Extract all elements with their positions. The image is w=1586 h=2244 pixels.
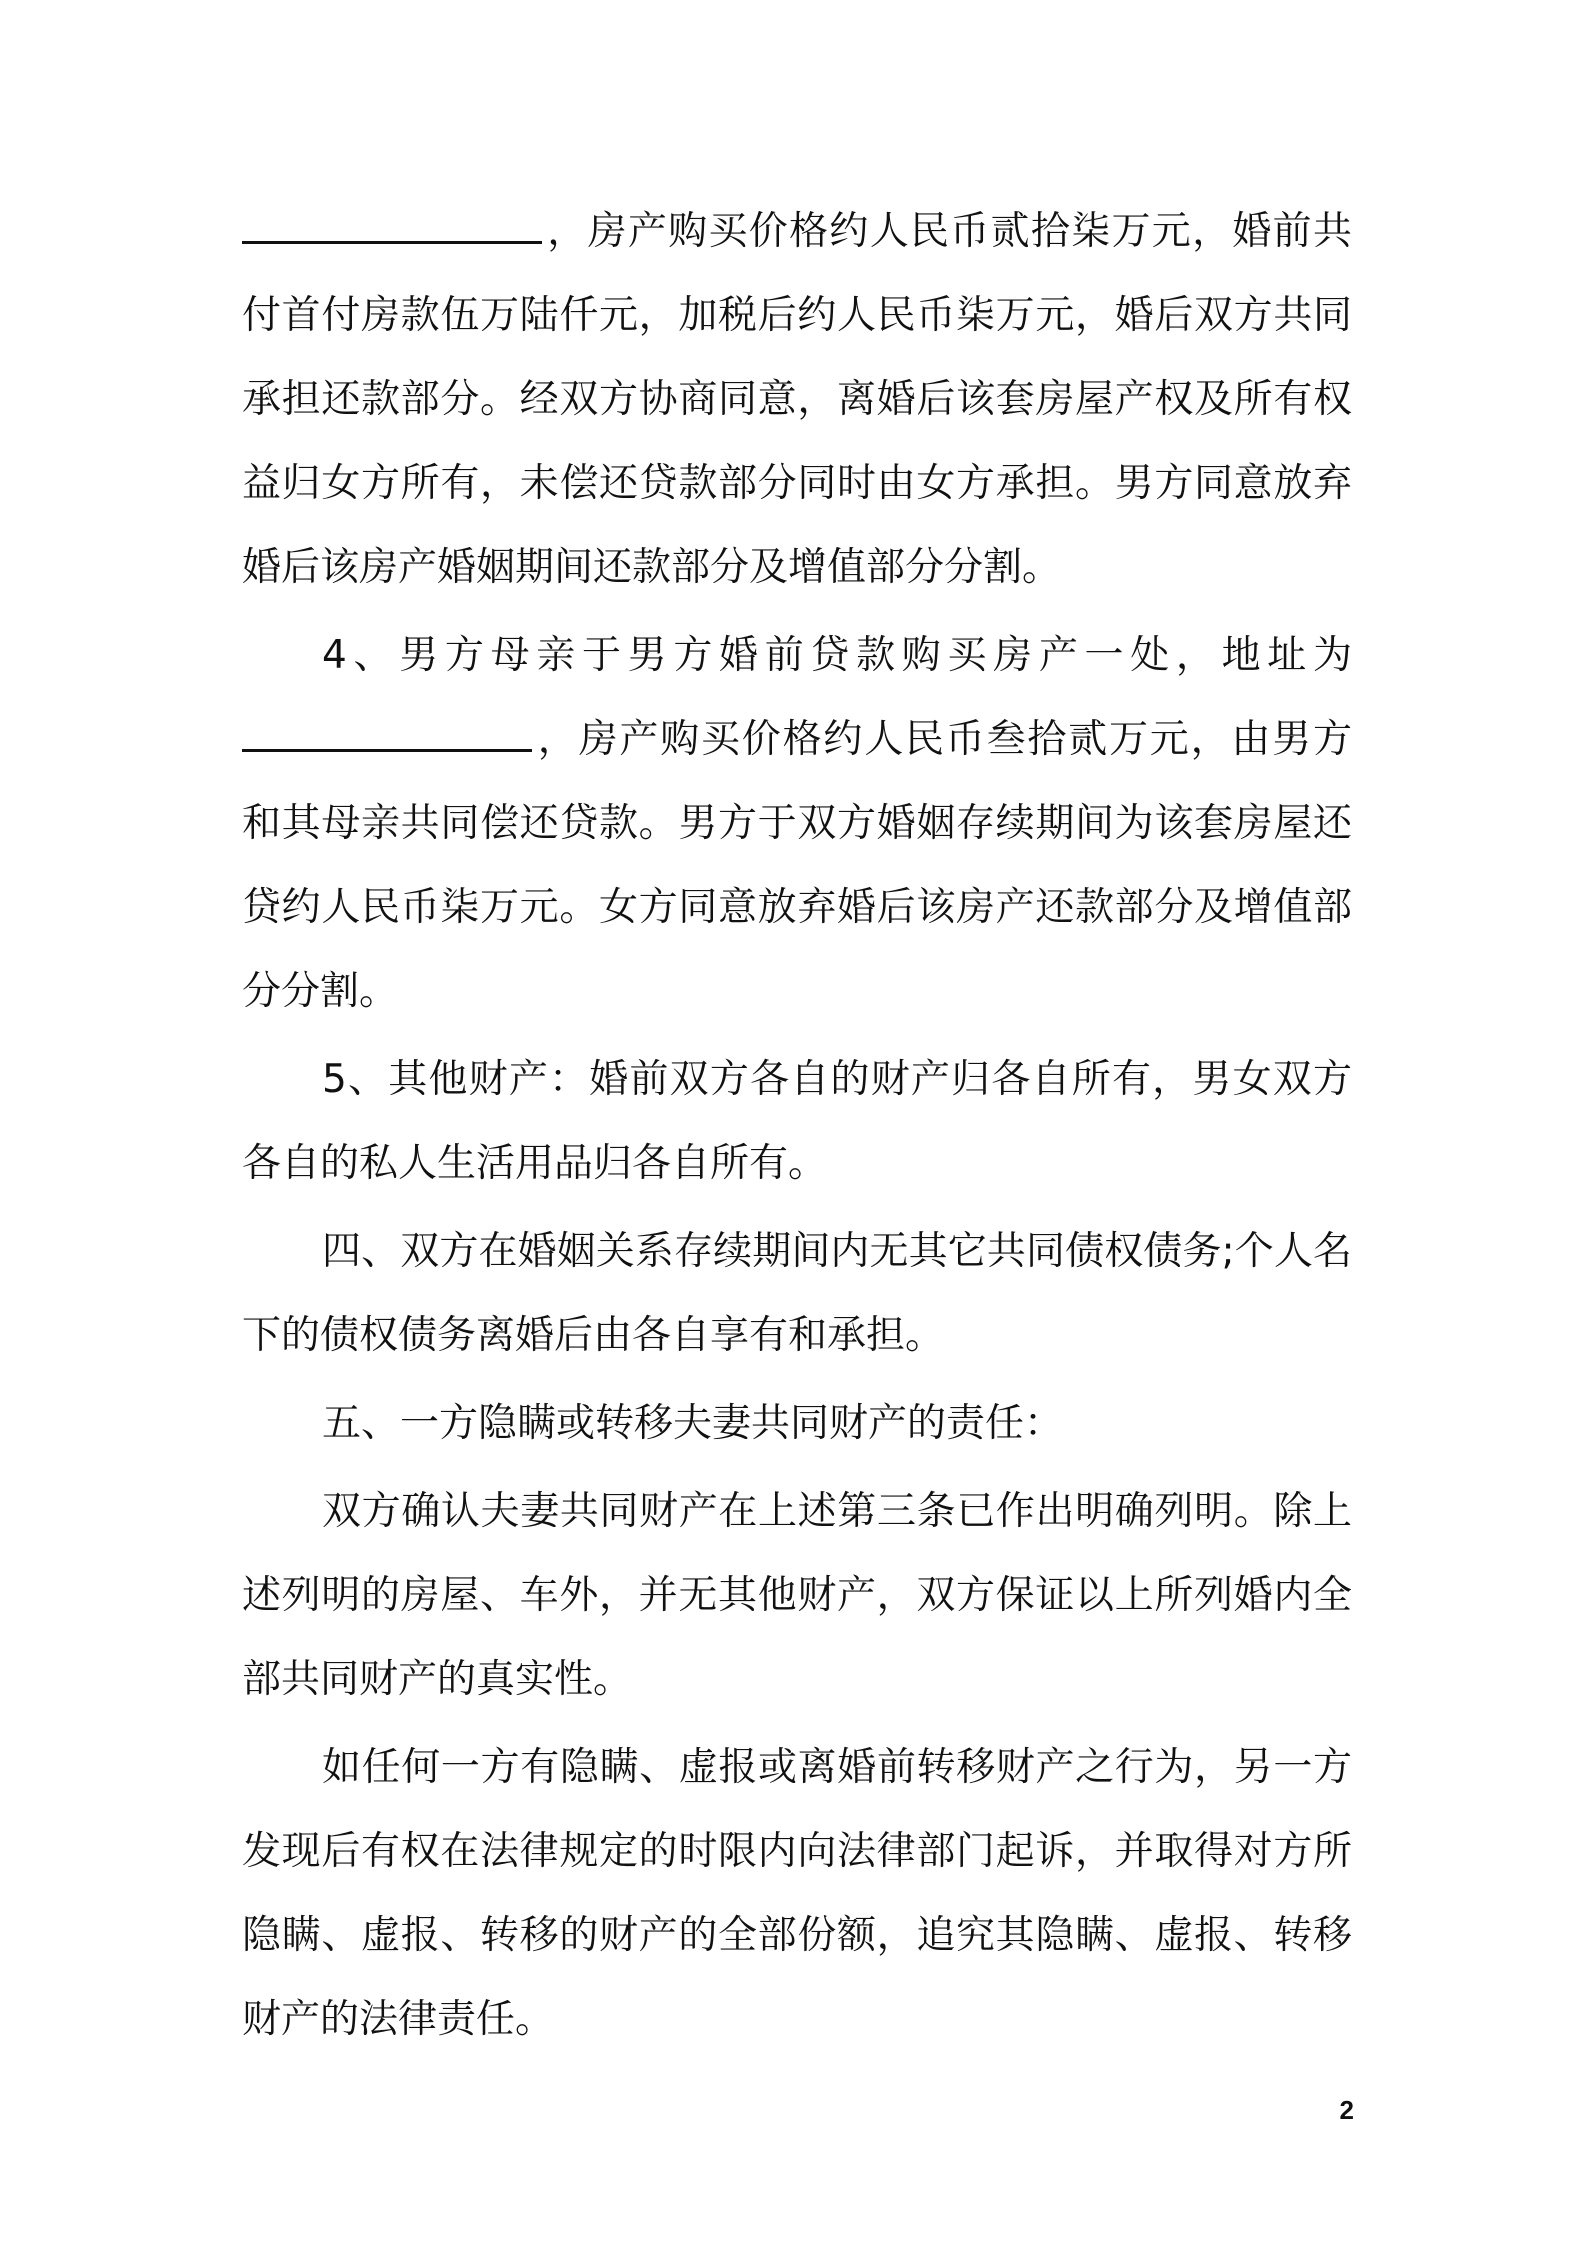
paragraph-text: 如任何一方有隐瞒、虚报或离婚前转移财产之行为，另一方发现后有权在法律规定的时限内向法律部门起诉，并取得对方所隐瞒、虚报、转移的财产的全部份额，追究其隐瞒、虚报、转移财产的法律责任。 — [242, 1745, 1352, 2042]
paragraph-text: 双方确认夫妻共同财产在上述第三条已作出明确列明。除上述列明的房屋、车外，并无其他财产，双方保证以上所列婚内全部共同财产的真实性。 — [242, 1489, 1352, 1702]
paragraph-text: 五、一方隐瞒或转移夫妻共同财产的责任： — [322, 1401, 1064, 1446]
paragraph-section-5-a — [242, 1470, 1352, 1722]
fill-in-blank — [242, 211, 542, 244]
page-number: 2 — [1339, 2095, 1354, 2125]
section-5-heading — [242, 1382, 1352, 1466]
fill-in-blank — [242, 719, 532, 752]
paragraph-section-4 — [242, 1210, 1352, 1378]
paragraph-text: 5、其他财产：婚前双方各自的财产归各自所有，男女双方各自的私人生活用品归各自所有。 — [242, 1057, 1352, 1186]
document-body — [242, 190, 1352, 2062]
paragraph-text: 4、男方母亲于男方婚前贷款购买房产一处，地址为 — [322, 633, 1352, 678]
paragraph-section-5-b — [242, 1726, 1352, 2062]
paragraph-text: ，房产购买价格约人民币贰拾柒万元，婚前共付首付房款伍万陆仟元，加税后约人民币柒万元，婚后双方共同承担还款部分。经双方协商同意，离婚后该套房屋产权及所有权益归女方所有，未偿还贷款部分同时由女方承担。男方同意放弃婚后该房产婚姻期间还款部分及增值部分分割。 — [242, 209, 1352, 590]
paragraph-item-5 — [242, 1038, 1352, 1206]
paragraph-text: ，房产购买价格约人民币叁拾贰万元，由男方和其母亲共同偿还贷款。男方于双方婚姻存续期间为该套房屋还贷约人民币柒万元。女方同意放弃婚后该房产还款部分及增值部分分割。 — [242, 717, 1352, 1014]
paragraph-text: 四、双方在婚姻关系存续期间内无其它共同债权债务;个人名下的债权债务离婚后由各自享有和承担。 — [242, 1229, 1352, 1358]
paragraph-item-4 — [242, 614, 1352, 1034]
paragraph-continuation — [242, 190, 1352, 610]
